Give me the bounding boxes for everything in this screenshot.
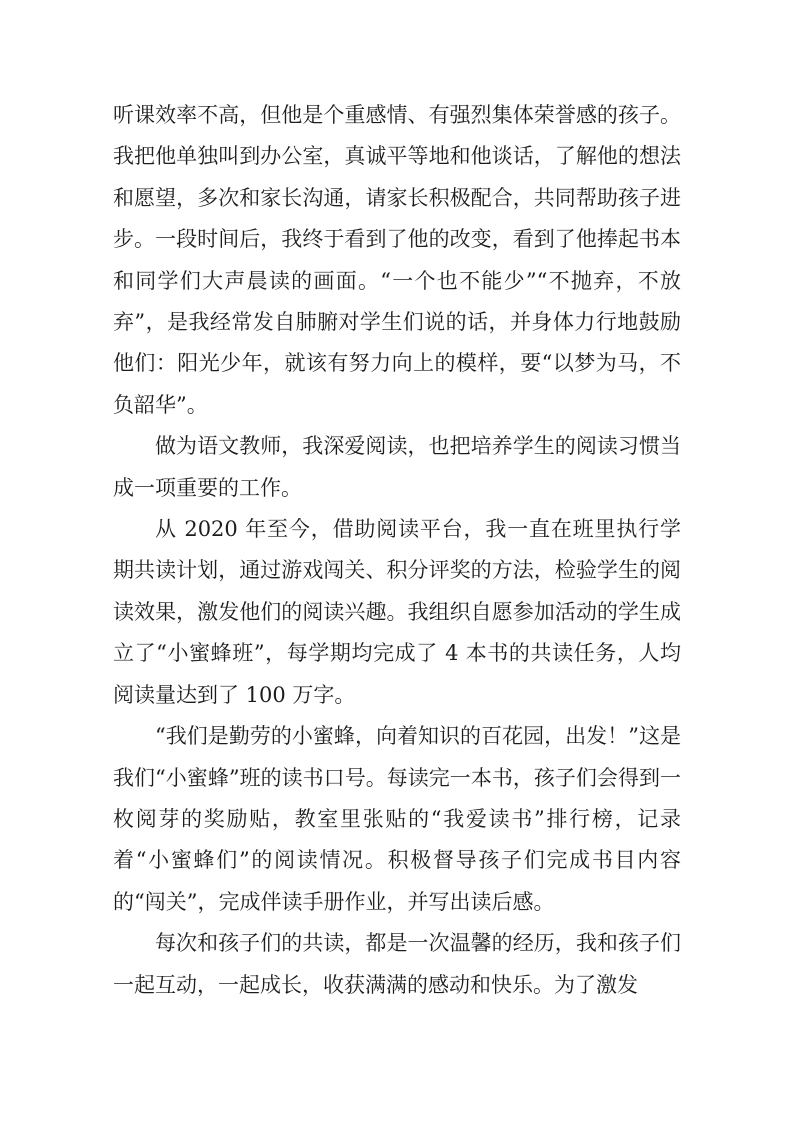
paragraph: 每次和孩子们的共读，都是一次温馨的经历，我和孩子们一起互动，一起成长，收获满满的感动和快乐。为了激发 <box>113 931 681 997</box>
paragraph: 做为语文教师，我深爱阅读，也把培养学生的阅读习惯当成一项重要的工作。 <box>113 434 681 500</box>
paragraph: 听课效率不高，但他是个重感情、有强烈集体荣誉感的孩子。我把他单独叫到办公室，真诚平等地和他谈话，了解他的想法和愿望，多次和家长沟通，请家长积极配合，共同帮助孩子进步。一段时间后，我终于看到了他的改变，看到了他捧起书本和同学们大声晨读的画面。“一个也不能少”“不抛弃，不放弃”，是我经常发自肺腑对学生们说的话，并身体力行地鼓励他们：阳光少年，就该有努力向上的模样，要“以梦为马，不负韶华”。 <box>113 103 681 417</box>
paragraph: 从 2020 年至今，借助阅读平台，我一直在班里执行学期共读计划，通过游戏闯关、积分评奖的方法，检验学生的阅读效果，激发他们的阅读兴趣。我组织自愿参加活动的学生成立了“小蜜蜂班”，每学期均完成了 4 本书的共读任务，人均阅读量达到了 100 万字。 <box>113 517 681 707</box>
paragraph: “我们是勤劳的小蜜蜂，向着知识的百花园，出发！”这是我们“小蜜蜂”班的读书口号。每读完一本书，孩子们会得到一枚阅芽的奖励贴，教室里张贴的“我爱读书”排行榜，记录着“小蜜蜂们”的阅读情况。积极督导孩子们完成书目内容的“闯关”，完成伴读手册作业，并写出读后感。 <box>113 724 681 914</box>
